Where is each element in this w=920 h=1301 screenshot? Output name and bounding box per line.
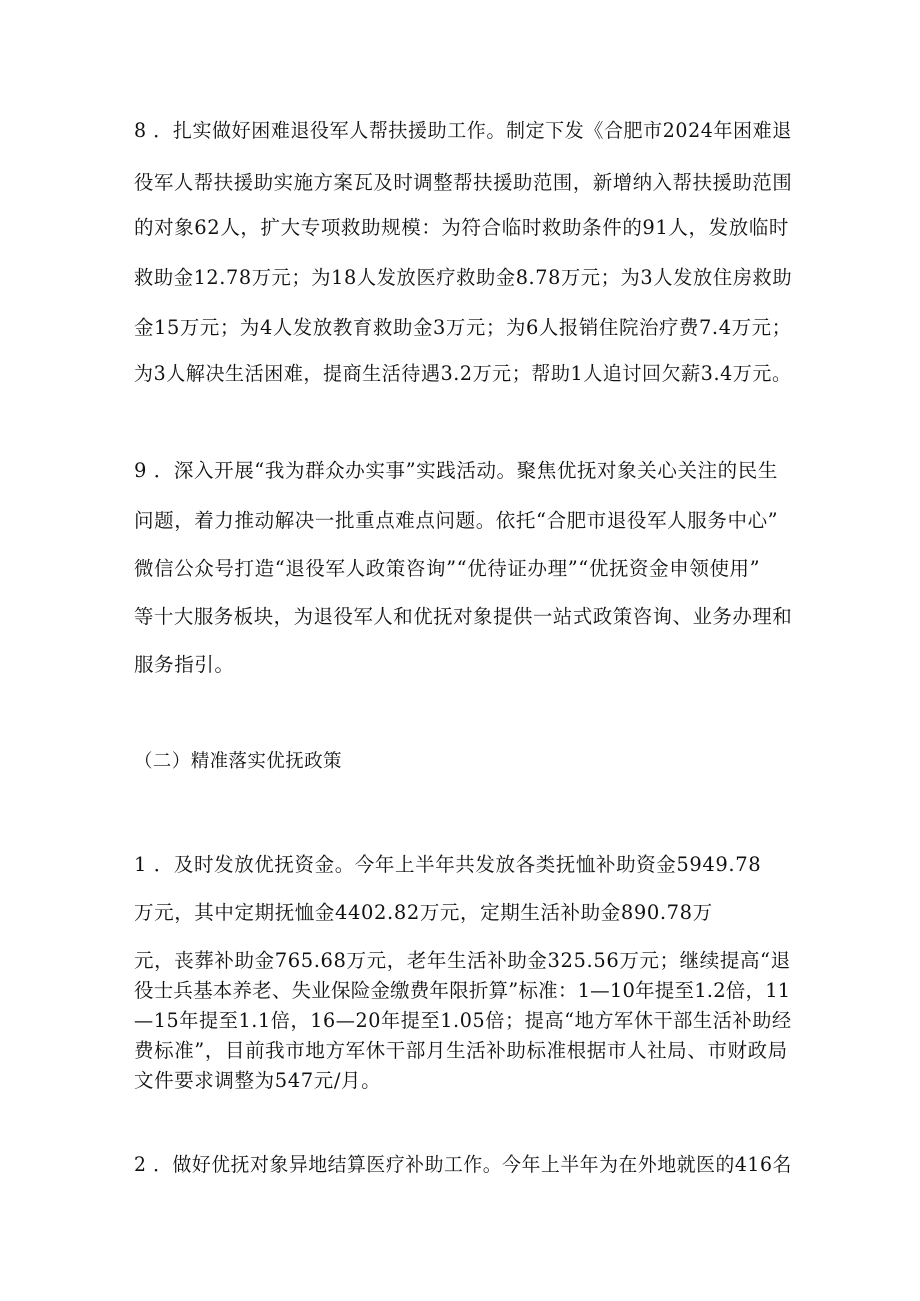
text-line: —15年提至1.1倍，16—20年提至1.05倍；提高“地方军休干部生活补助经: [134, 1009, 792, 1032]
text-line: 元，丧葬补助金765.68万元，老年生活补助金325.56万元；继续提高“退: [134, 949, 791, 972]
text-line: 文件要求调整为547元/月。: [134, 1069, 382, 1092]
text-line: 1 ．及时发放优抚资金。今年上半年共发放各类抚恤补助资金5949.78: [134, 853, 762, 876]
text-line: 万元，其中定期抚恤金4402.82万元，定期生活补助金890.78万: [134, 901, 713, 924]
text-line: 费标准”，目前我市地方军休干部月生活补助标准根据市人社局、市财政局: [134, 1039, 788, 1062]
section-heading: （二）精准落实优抚政策: [134, 751, 342, 772]
text-line: 服务指引。: [134, 653, 235, 676]
text-line: 2 ．做好优抚对象异地结算医疗补助工作。今年上半年为在外地就医的416名: [134, 1153, 792, 1176]
text-line: 等十大服务板块，为退役军人和优抚对象提供一站式政策咨询、业务办理和: [134, 605, 793, 628]
text-line: 役军人帮扶援助实施方案瓦及时调整帮扶援助范围，新增纳入帮扶援助范围: [134, 171, 793, 194]
text-line: 9 ．深入开展“我为群众办实事”实践活动。聚焦优抚对象关心关注的民生: [134, 459, 778, 482]
text-line: 役士兵基本养老、失业保险金缴费年限折算”标准：1—10年提至1.2倍，11: [134, 979, 791, 1002]
text-line: 8 ．扎实做好困难退役军人帮扶援助工作。制定下发《合肥市2024年困难退: [134, 119, 792, 142]
text-line: 救助金12.78万元；为18人发放医疗救助金8.78万元；为3人发放住房救助: [134, 266, 793, 289]
text-line: 微信公众号打造“退役军人政策咨询”“优待证办理”“优抚资金申领使用”: [134, 557, 761, 580]
text-line: 问题，着力推动解决一批重点难点问题。依托“合肥市退役军人服务中心”: [134, 509, 779, 532]
text-line: 的对象62人，扩大专项救助规模：为符合临时救助条件的91人，发放临时: [134, 216, 790, 239]
text-line: 金15万元；为4人发放教育救助金3万元；为6人报销住院治疗费7.4万元；: [134, 316, 792, 339]
text-line: 为3人解决生活困难，提商生活待遇3.2万元；帮助1人追讨回欠薪3.4万元。: [134, 362, 792, 385]
